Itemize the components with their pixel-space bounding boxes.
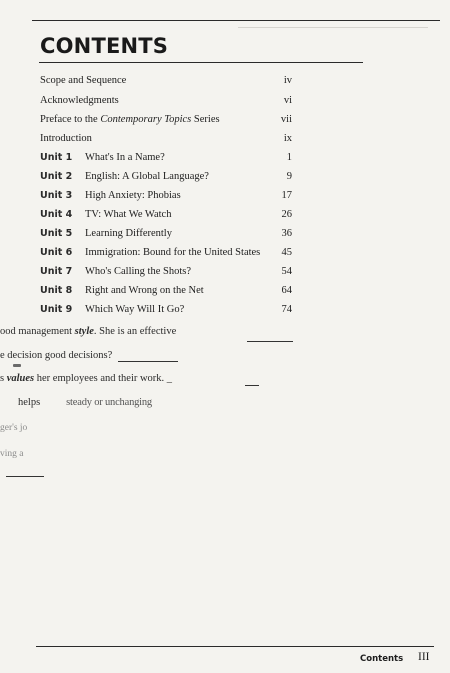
unit-title: Learning Differently <box>85 228 172 239</box>
bleed-keyword: values <box>6 373 35 384</box>
toc-row-unit-5 <box>40 225 292 243</box>
unit-title: Who's Calling the Shots? <box>85 266 192 277</box>
answer-blank <box>245 385 259 386</box>
toc-entry-page: 9 <box>286 171 292 182</box>
bleed-text: her employees and their work. _ <box>34 373 173 384</box>
toc-entry-page: vii <box>280 114 292 125</box>
toc-row-unit-9 <box>40 301 292 319</box>
toc-row-unit-1 <box>40 149 292 167</box>
bleed-through-line-5: ger's jo <box>0 423 28 433</box>
ink-smudge <box>13 364 21 367</box>
bleed-text: helps <box>18 397 41 408</box>
answer-blank <box>247 341 293 342</box>
toc-entry-page: ix <box>283 133 292 144</box>
toc-entry-name: Introduction <box>40 133 92 144</box>
toc-row-unit-7 <box>40 263 292 281</box>
toc-row-scope <box>40 72 292 90</box>
footer-page-number: III <box>418 651 430 663</box>
bleed-text: ood management <box>0 326 75 337</box>
toc-row-unit-6 <box>40 244 292 262</box>
toc-entry-page: 64 <box>281 285 292 296</box>
unit-label: Unit 7 <box>40 266 73 277</box>
toc-entry-name: Acknowledgments <box>40 95 119 106</box>
unit-title: Which Way Will It Go? <box>85 304 185 315</box>
title-rule <box>39 62 363 63</box>
toc-entry-page: 1 <box>286 152 292 163</box>
unit-label: Unit 9 <box>40 304 73 315</box>
unit-title: Right and Wrong on the Net <box>85 285 204 296</box>
bleed-through-rule <box>238 27 428 28</box>
unit-label: Unit 4 <box>40 209 73 220</box>
unit-title: High Anxiety: Phobias <box>85 190 181 201</box>
unit-label: Unit 5 <box>40 228 73 239</box>
answer-blank <box>6 476 44 477</box>
footer-section-label: Contents <box>360 654 404 664</box>
unit-label: Unit 8 <box>40 285 73 296</box>
toc-entry-name <box>40 111 220 129</box>
toc-row-unit-8 <box>40 282 292 300</box>
bleed-keyword: style <box>74 326 94 337</box>
toc-entry-name-pre: Preface to the <box>40 114 101 125</box>
toc-row-unit-3 <box>40 187 292 205</box>
toc-entry-name: Scope and Sequence <box>40 75 127 86</box>
series-title: Contemporary Topics <box>100 114 192 125</box>
unit-title: TV: What We Watch <box>85 209 172 220</box>
toc-entry-page: 74 <box>281 304 292 315</box>
page-title: CONTENTS <box>40 34 169 58</box>
toc-entry-page: 45 <box>281 247 292 258</box>
unit-title: What's In a Name? <box>85 152 165 163</box>
toc-entry-page: 36 <box>281 228 292 239</box>
toc-entry-page: 26 <box>281 209 292 220</box>
bleed-through-line-4 <box>18 397 152 408</box>
toc-row-unit-4 <box>40 206 292 224</box>
toc-row-unit-2 <box>40 168 292 186</box>
bleed-through-line-2: e decision good decisions? <box>0 350 113 361</box>
bleed-text: steady or unchanging <box>66 397 152 408</box>
toc-entry-page: 54 <box>281 266 292 277</box>
unit-label: Unit 2 <box>40 171 73 182</box>
unit-title: English: A Global Language? <box>85 171 209 182</box>
bleed-through-line-6: ving a <box>0 449 24 459</box>
unit-label: Unit 3 <box>40 190 73 201</box>
toc-entry-page: iv <box>283 75 292 86</box>
toc-entry-name-post: Series <box>191 114 220 125</box>
bleed-through-line-3 <box>0 373 172 384</box>
bleed-text: s <box>0 373 7 384</box>
unit-label: Unit 1 <box>40 152 73 163</box>
toc-row-preface <box>40 111 292 129</box>
unit-title: Immigration: Bound for the United States <box>85 247 261 258</box>
toc-row-acknowledgments <box>40 92 292 110</box>
bottom-rule <box>36 646 434 647</box>
answer-blank <box>118 361 178 362</box>
top-rule <box>32 20 440 21</box>
toc-row-introduction <box>40 130 292 148</box>
toc-entry-page: 17 <box>281 190 292 201</box>
bleed-through-line-1 <box>0 326 176 337</box>
toc-entry-page: vi <box>283 95 292 106</box>
unit-label: Unit 6 <box>40 247 73 258</box>
bleed-text: . She is an effective <box>93 326 177 337</box>
